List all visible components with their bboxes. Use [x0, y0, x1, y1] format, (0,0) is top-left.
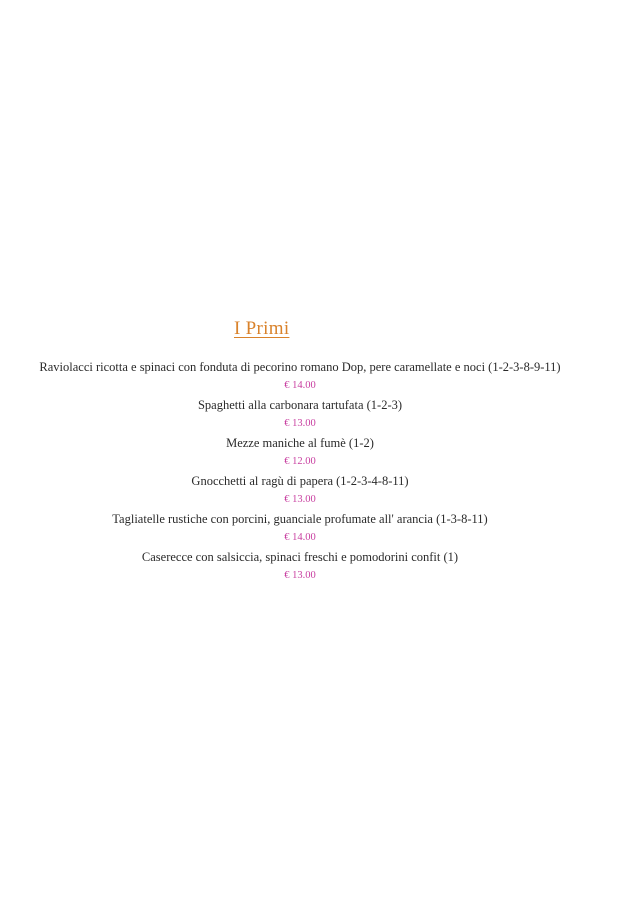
dish-price: € 13.00: [284, 494, 316, 505]
dish-name: Mezze maniche al fumè (1-2): [226, 436, 374, 450]
dish-price: € 14.00: [284, 532, 316, 543]
dish-name: Raviolacci ricotta e spinaci con fonduta di pecorino romano Dop, pere caramellate e noci (1-2-3-8-9-11): [39, 360, 561, 374]
dish-price: € 13.00: [284, 418, 316, 429]
dish-price: € 14.00: [284, 380, 316, 391]
dish-price: € 12.00: [284, 456, 316, 467]
dish-name: Gnocchetti al ragù di papera (1-2-3-4-8-11): [191, 474, 409, 488]
dish-price: € 13.00: [284, 570, 316, 581]
dish-name: Tagliatelle rustiche con porcini, guanciale profumate all' arancia (1-3-8-11): [112, 512, 488, 526]
dish-name: Spaghetti alla carbonara tartufata (1-2-3): [197, 398, 403, 412]
dish-name: Caserecce con salsiccia, spinaci freschi e pomodorini confit (1): [141, 550, 459, 564]
dish-list: [0, 357, 600, 585]
section-title: I Primi: [234, 318, 290, 339]
